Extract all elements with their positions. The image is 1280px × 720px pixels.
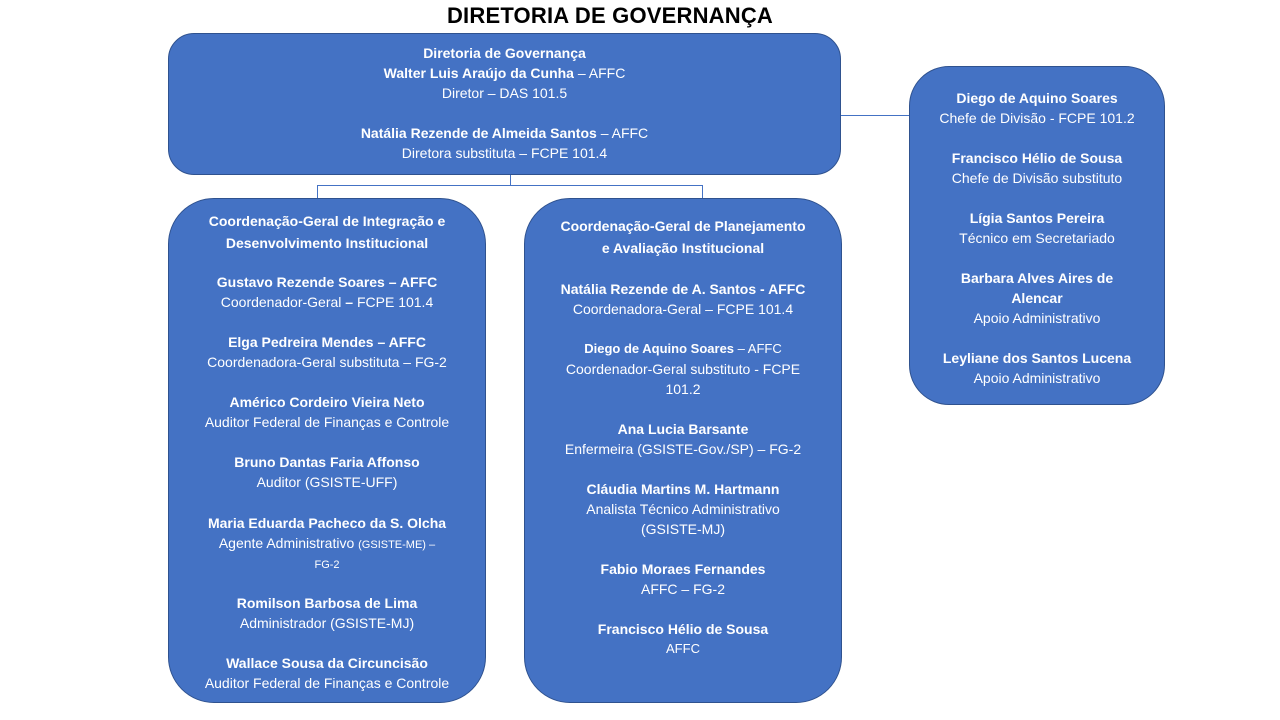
cgpai-header-line1: Coordenação-Geral de Planejamento [560,218,806,234]
substitute-line [169,123,840,143]
member-role: AFFC – FG-2 [640,581,725,597]
cgidi-member [169,392,485,432]
cgidi-header-line1: Coordenação-Geral de Integração e [208,213,446,229]
diretoria-box [168,33,841,175]
member-name: Elga Pedreira Mendes – AFFC [228,334,426,350]
member-name: Francisco Hélio de Sousa [951,150,1123,166]
member-name: Wallace Sousa da Circuncisão [226,655,428,671]
member-name: Diego de Aquino Soares [956,90,1118,106]
cgpai-member [525,479,841,539]
connector-to-cgpai [702,185,703,198]
cgidi-member [169,272,485,312]
divisao-member [910,88,1164,128]
cgpai-member [525,619,841,659]
cgpai-member [525,559,841,599]
cgidi-member [169,332,485,372]
member-role-line2: 101.2 [665,381,701,397]
member-role: Auditor Federal de Finanças e Controle [204,414,450,430]
member-role: Analista Técnico Administrativo [586,501,780,517]
member-role: Coordenador-Geral – FCPE 101.4 [220,294,434,310]
member-role: Coordenadora-Geral substituta – FG-2 [207,354,447,370]
cgpai-member [525,419,841,459]
page-title: DIRETORIA DE GOVERNANÇA [446,3,774,28]
member-name: Bruno Dantas Faria Affonso [234,454,420,470]
director-line [169,63,840,83]
divisao-member [910,208,1164,248]
member-role: Técnico em Secretariado [959,230,1115,246]
cgpai-member [525,279,841,319]
member-name: Maria Eduarda Pacheco da S. Olcha [207,515,447,531]
cgidi-box [168,198,486,703]
director-role: Diretor – DAS 101.5 [441,85,568,101]
director-suffix: – AFFC [573,65,626,81]
divisao-member [910,268,1164,328]
member-name: Barbara Alves Aires de [960,270,1114,286]
member-name: Natália Rezende de A. Santos - AFFC [560,281,806,297]
member-role-line2: (GSISTE-MJ) [641,521,725,537]
diretoria-header: Diretoria de Governança [423,45,586,61]
cgidi-member [169,513,485,575]
substitute-role: Diretora substituta – FCPE 101.4 [401,145,608,161]
member-name: Romilson Barbosa de Lima [236,595,418,611]
member-role: Coordenador-Geral substituto - FCPE [565,361,801,377]
divisao-member [910,348,1164,388]
cgidi-member [169,593,485,633]
member-role: Chefe de Divisão - FCPE 101.2 [939,110,1135,126]
cgpai-box [524,198,842,703]
connector-to-cgidi [317,185,318,198]
member-name: Fabio Moraes Fernandes [600,561,766,577]
divisao-box [909,66,1165,405]
member-role: Coordenadora-Geral – FCPE 101.4 [572,301,794,317]
member-name: Américo Cordeiro Vieira Neto [229,394,425,410]
member-role: AFFC [666,641,700,656]
cgpai-member [525,339,841,399]
connector-horizontal-branch [317,185,703,186]
cgidi-header-line2: Desenvolvimento Institucional [225,235,429,251]
member-role: Auditor Federal de Finanças e Controle [204,675,450,691]
member-name-line2: Alencar [1011,290,1063,306]
member-name: Leyliane dos Santos Lucena [942,350,1132,366]
member-name: Francisco Hélio de Sousa [597,621,769,637]
member-name: Ana Lucia Barsante [617,421,749,437]
member-role: Administrador (GSISTE-MJ) [239,615,415,631]
member-name: Gustavo Rezende Soares – AFFC [216,274,438,290]
substitute-name: Natália Rezende de Almeida Santos [360,125,597,141]
cgidi-member [169,653,485,693]
substitute-suffix: – AFFC [596,125,649,141]
member-role-line2: FG-2 [314,559,340,571]
member-name: Lígia Santos Pereira [969,210,1105,226]
member-role: Auditor (GSISTE-UFF) [256,474,398,490]
member-role: Agente Administrativo (GSISTE-ME) – [218,535,436,551]
cgidi-member [169,452,485,492]
divisao-member [910,148,1164,188]
connector-diretoria-to-divisao [841,115,909,116]
director-name: Walter Luis Araújo da Cunha [383,65,574,81]
cgpai-header-line2: e Avaliação Institucional [601,240,765,256]
member-name-line: Diego de Aquino Soares – AFFC [584,341,782,356]
member-role: Apoio Administrativo [973,370,1101,386]
member-role: Apoio Administrativo [973,310,1101,326]
member-name: Cláudia Martins M. Hartmann [586,481,780,497]
member-role: Chefe de Divisão substituto [951,170,1123,186]
member-role: Enfermeira (GSISTE-Gov./SP) – FG-2 [564,441,802,457]
